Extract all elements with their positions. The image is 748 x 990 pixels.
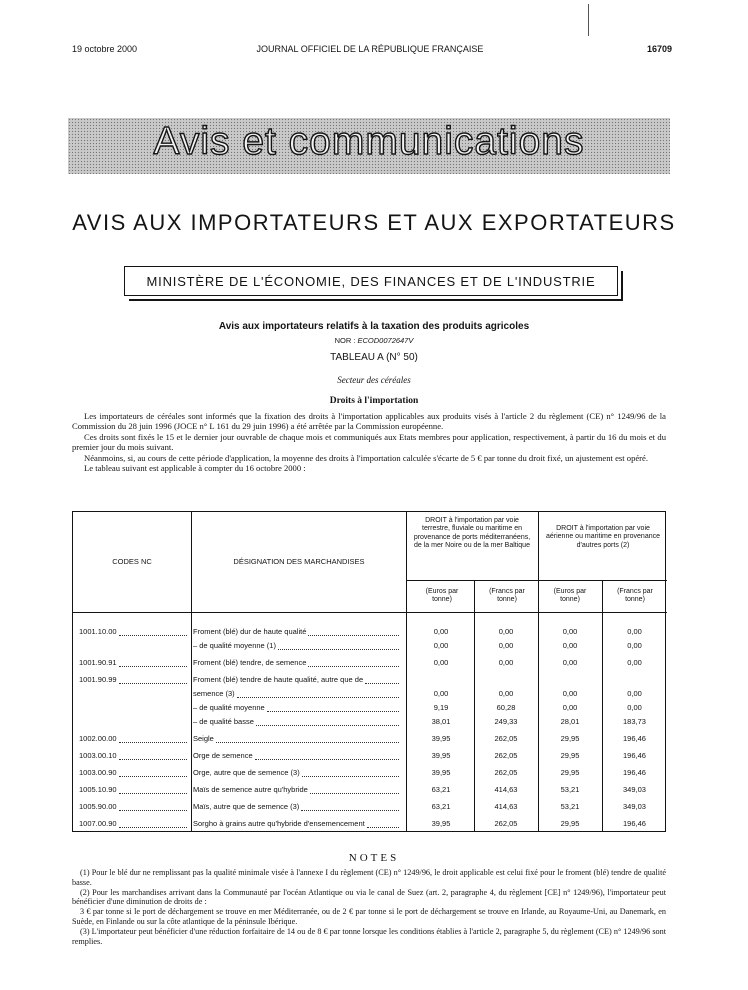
cell-duty-value: 0,00 bbox=[627, 658, 642, 667]
cell-code-nc: 1001.10.00 bbox=[79, 624, 189, 640]
cell-duty-value: 0,00 bbox=[562, 627, 578, 636]
cell-duty-value: 0,00 bbox=[498, 658, 514, 667]
cell-designation: Orge de semence bbox=[193, 748, 401, 764]
header-codes-nc: CODES NC bbox=[112, 556, 152, 566]
table-row bbox=[73, 782, 667, 798]
ministry-label: MINISTÈRE DE L'ÉCONOMIE, DES FINANCES ET DE L'INDUSTRIE bbox=[146, 273, 596, 289]
paragraph: Le tableau suivant est applicable à compter du 16 octobre 2000 : bbox=[84, 463, 306, 474]
cell-designation: – de qualité basse bbox=[193, 714, 401, 730]
cell-duty-value: 0,00 bbox=[562, 641, 578, 650]
header-unit-euros: (Euros par tonne) bbox=[425, 588, 459, 604]
cell-duty-value: 29,95 bbox=[560, 768, 580, 777]
duties-table bbox=[72, 511, 666, 832]
table-rule bbox=[73, 612, 667, 613]
cell-duty-value: 0,00 bbox=[433, 627, 449, 636]
cell-code-nc: 1001.90.99 bbox=[79, 672, 189, 688]
paragraph: Néanmoins, si, au cours de cette période d'application, la moyenne des droits à l'importation calculée s'écarte de 5 € par tonne du droit fixé, un ajustement est opéré. bbox=[84, 452, 649, 463]
cell-code-nc: 1003.00.10 bbox=[79, 748, 189, 764]
table-rule bbox=[406, 580, 667, 581]
cell-designation: Sorgho à grains autre qu'hybride d'ensemencement bbox=[193, 816, 401, 832]
cell-duty-value: 414,63 bbox=[494, 802, 518, 811]
cell-designation: – de qualité moyenne (1) bbox=[193, 638, 401, 654]
cell-designation: Froment (blé) dur de haute qualité bbox=[193, 624, 401, 640]
cell-duty-value: 196,46 bbox=[623, 751, 646, 760]
cell-designation: Orge, autre que de semence (3) bbox=[193, 765, 401, 781]
cell-duty-value: 262,05 bbox=[494, 734, 518, 743]
note: 3 € par tonne si le port de déchargement se trouve en mer Méditerranée, ou de 2 € par tonne si le port de déchargement se trouve en Irlande, au Royaume-Uni, au Danemark, en Suède, en Finlande ou sur la côte atlantique de la péninsule Ibérique. bbox=[72, 907, 666, 926]
cell-duty-value: 63,21 bbox=[431, 802, 451, 811]
note: (1) Pour le blé dur ne remplissant pas la qualité minimale visée à l'annexe I du règlement (CE) n° 1249/96, le droit applicable est celui fixé pour le froment (blé) tendre de qualité basse. bbox=[72, 868, 666, 887]
cell-code-nc: 1005.10.90 bbox=[79, 782, 189, 798]
cell-duty-value: 0,00 bbox=[562, 689, 578, 698]
header-droit-other-ports: DROIT à l'importation par voie aérienne ou maritime en provenance d'autres ports (2) bbox=[545, 525, 660, 549]
cell-duty-value: 0,00 bbox=[433, 641, 449, 650]
cell-duty-value: 349,03 bbox=[623, 802, 646, 811]
paragraph: Les importateurs de céréales sont informés que la fixation des droits à l'importation applicables aux produits visés à l'article 2 du règlement (CE) n° 1249/96 de la Commission du 28 juin 1996 (JOCE n° L 161 du 29 juin 1996) a été arrêtée par la Commission européenne. bbox=[72, 411, 666, 432]
paragraph: Ces droits sont fixés le 15 et le dernier jour ouvrable de chaque mois et communiqués aux Etats membres pour application, respectivement, à partir du 16 du mois et du premier jour du mois suivant. bbox=[72, 431, 666, 453]
cell-duty-value: 262,05 bbox=[494, 819, 518, 828]
table-row bbox=[73, 765, 667, 781]
header-unit-euros: (Euros par tonne) bbox=[553, 588, 587, 604]
cell-duty-value: 262,05 bbox=[494, 768, 518, 777]
nor-code: ECOD0072647V bbox=[357, 336, 414, 345]
note: (2) Pour les marchandises arrivant dans la Communauté par l'océan Atlantique ou via le canal de Suez (art. 2, paragraphe 4, du règlement [CE] n° 1249/96), l'importateur peut bénéficier d'une diminution de droits de : bbox=[72, 887, 666, 907]
cell-duty-value: 39,95 bbox=[431, 751, 451, 760]
header-date: 19 octobre 2000 bbox=[72, 44, 138, 54]
nor-prefix: NOR : bbox=[334, 336, 358, 345]
cell-code-nc bbox=[79, 714, 189, 730]
header-unit-francs: (Francs par tonne) bbox=[617, 588, 653, 604]
crop-mark bbox=[588, 4, 589, 36]
header-journal-title: JOURNAL OFFICIEL DE LA RÉPUBLIQUE FRANÇAISE bbox=[256, 44, 484, 54]
intro-paragraphs bbox=[72, 411, 666, 473]
cell-duty-value: 0,00 bbox=[433, 658, 449, 667]
cell-duty-value: 0,00 bbox=[498, 627, 514, 636]
cell-duty-value: 0,00 bbox=[433, 689, 449, 698]
cell-designation: Froment (blé) tendre, de semence bbox=[193, 655, 401, 671]
cell-designation: Maïs de semence autre qu'hybride bbox=[193, 782, 401, 798]
table-row bbox=[73, 731, 667, 747]
cell-duty-value: 9,19 bbox=[433, 703, 449, 712]
tableau-title: TABLEAU A (N° 50) bbox=[330, 352, 418, 363]
cell-duty-value: 29,95 bbox=[560, 751, 580, 760]
banner-title: Avis et communications bbox=[153, 120, 585, 163]
cell-duty-value: 0,00 bbox=[562, 658, 578, 667]
header-designation: DÉSIGNATION DES MARCHANDISES bbox=[233, 556, 365, 566]
cell-duty-value: 0,00 bbox=[627, 627, 642, 636]
cell-duty-value: 196,46 bbox=[623, 768, 646, 777]
cell-designation: Seigle bbox=[193, 731, 401, 747]
cell-code-nc: 1002.00.00 bbox=[79, 731, 189, 747]
section-banner bbox=[68, 118, 670, 174]
table-row bbox=[73, 655, 667, 671]
cell-duty-value: 38,01 bbox=[431, 717, 451, 726]
cell-duty-value: 249,33 bbox=[494, 717, 518, 726]
notes bbox=[72, 868, 666, 946]
notes-title: NOTES bbox=[348, 852, 400, 864]
nor-reference bbox=[0, 336, 748, 345]
cell-code-nc: 1003.00.90 bbox=[79, 765, 189, 781]
cell-duty-value: 60,28 bbox=[496, 703, 516, 712]
cell-duty-value: 28,01 bbox=[560, 717, 580, 726]
cell-duty-value: 0,00 bbox=[627, 641, 642, 650]
cell-duty-value: 0,00 bbox=[498, 641, 514, 650]
cell-duty-value: 349,03 bbox=[623, 785, 646, 794]
table-row bbox=[73, 799, 667, 815]
droits-title: Droits à l'importation bbox=[329, 396, 419, 406]
cell-designation: semence (3) bbox=[193, 686, 401, 702]
notice-title: Avis aux importateurs relatifs à la taxation des produits agricoles bbox=[218, 321, 530, 332]
table-row bbox=[73, 816, 667, 832]
cell-duty-value: 53,21 bbox=[560, 785, 580, 794]
cell-duty-value: 196,46 bbox=[623, 734, 646, 743]
secteur-subtitle: Secteur des céréales bbox=[337, 375, 411, 385]
cell-duty-value: 29,95 bbox=[560, 734, 580, 743]
cell-code-nc bbox=[79, 638, 189, 654]
cell-duty-value: 29,95 bbox=[560, 819, 580, 828]
cell-duty-value: 262,05 bbox=[494, 751, 518, 760]
header-unit-francs: (Francs par tonne) bbox=[489, 588, 525, 604]
table-row bbox=[73, 748, 667, 764]
cell-designation: – de qualité moyenne bbox=[193, 700, 401, 716]
header-droit-mediterranean: DROIT à l'importation par voie terrestre, fluviale ou maritime en provenance de ports méditerranéens, de la mer Noire ou de la mer Baltique bbox=[413, 517, 531, 550]
cell-duty-value: 63,21 bbox=[431, 785, 451, 794]
section-heading: AVIS AUX IMPORTATEURS ET AUX EXPORTATEURS bbox=[72, 210, 676, 235]
note: (3) L'importateur peut bénéficier d'une réduction forfaitaire de 14 ou de 8 € par tonne lorsque les conditions établies à l'article 2, paragraphe 5, du règlement (CE) n° 1249/96 sont remplies. bbox=[72, 926, 666, 946]
cell-duty-value: 0,00 bbox=[498, 689, 514, 698]
cell-code-nc: 1005.90.00 bbox=[79, 799, 189, 815]
cell-duty-value: 39,95 bbox=[431, 819, 451, 828]
running-header bbox=[0, 44, 748, 58]
cell-code-nc: 1001.90.91 bbox=[79, 655, 189, 671]
cell-duty-value: 183,73 bbox=[623, 717, 646, 726]
cell-duty-value: 53,21 bbox=[560, 802, 580, 811]
table-row bbox=[73, 714, 667, 730]
header-page-number: 16709 bbox=[646, 44, 672, 54]
table-row bbox=[73, 638, 667, 654]
cell-duty-value: 39,95 bbox=[431, 768, 451, 777]
ministry-box bbox=[124, 266, 618, 296]
cell-designation: Froment (blé) tendre de haute qualité, autre que de bbox=[193, 672, 401, 688]
cell-duty-value: 414,63 bbox=[494, 785, 518, 794]
cell-duty-value: 0,00 bbox=[627, 703, 642, 712]
cell-duty-value: 39,95 bbox=[431, 734, 451, 743]
cell-duty-value: 0,00 bbox=[562, 703, 578, 712]
cell-code-nc: 1007.00.90 bbox=[79, 816, 189, 832]
cell-duty-value: 0,00 bbox=[627, 689, 642, 698]
cell-designation: Maïs, autre que de semence (3) bbox=[193, 799, 401, 815]
cell-duty-value: 196,46 bbox=[623, 819, 646, 828]
